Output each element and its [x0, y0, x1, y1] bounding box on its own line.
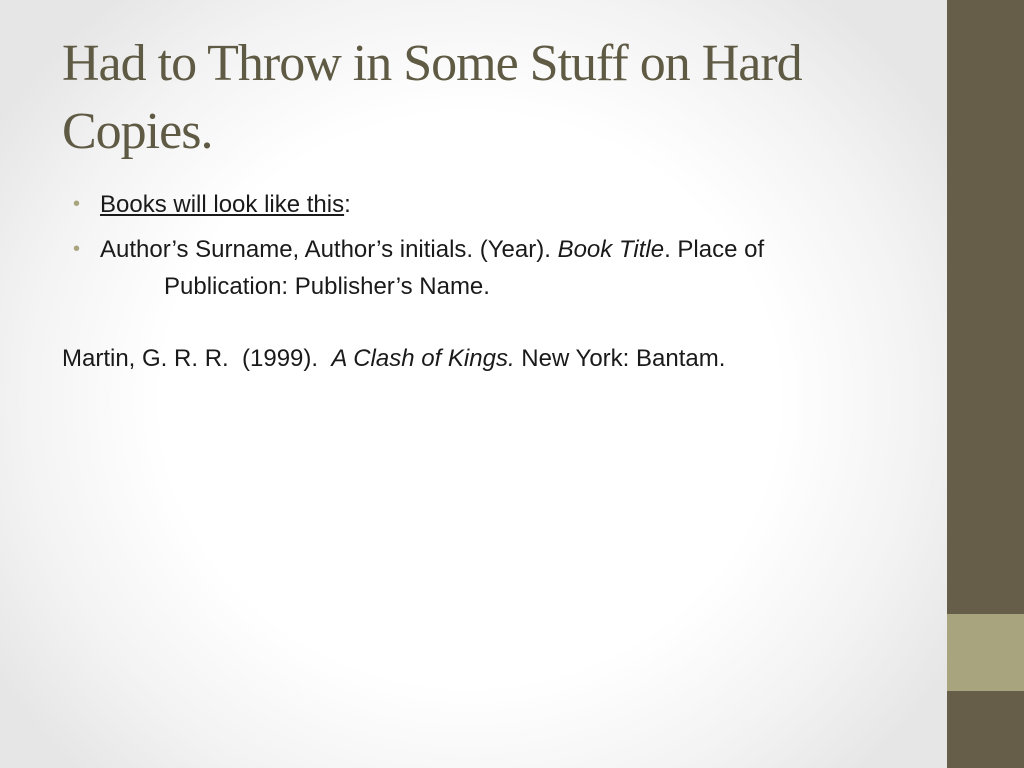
side-accent-block	[947, 614, 1024, 691]
reference-author-year: Martin, G. R. R. (1999).	[62, 345, 332, 372]
reference-book-title: A Clash of Kings.	[331, 345, 515, 372]
format-continuation: Publication: Publisher’s Name.	[164, 273, 490, 300]
bullet-list	[70, 186, 930, 313]
bullet-item-books	[70, 186, 930, 223]
books-heading-colon: :	[344, 191, 351, 218]
format-part-place: . Place of	[664, 236, 765, 263]
slide-title: Had to Throw in Some Stuff on Hard Copies.	[62, 35, 802, 160]
bullet-item-format	[70, 231, 930, 305]
bullet-icon: •	[73, 193, 81, 215]
bullet-icon: •	[73, 238, 81, 260]
example-reference	[62, 340, 922, 377]
format-part-author: Author’s Surname, Author’s initials. (Year).	[100, 236, 558, 263]
books-heading: Books will look like this	[100, 191, 345, 218]
reference-publisher: New York: Bantam.	[514, 345, 726, 372]
format-book-title: Book Title	[557, 236, 665, 263]
